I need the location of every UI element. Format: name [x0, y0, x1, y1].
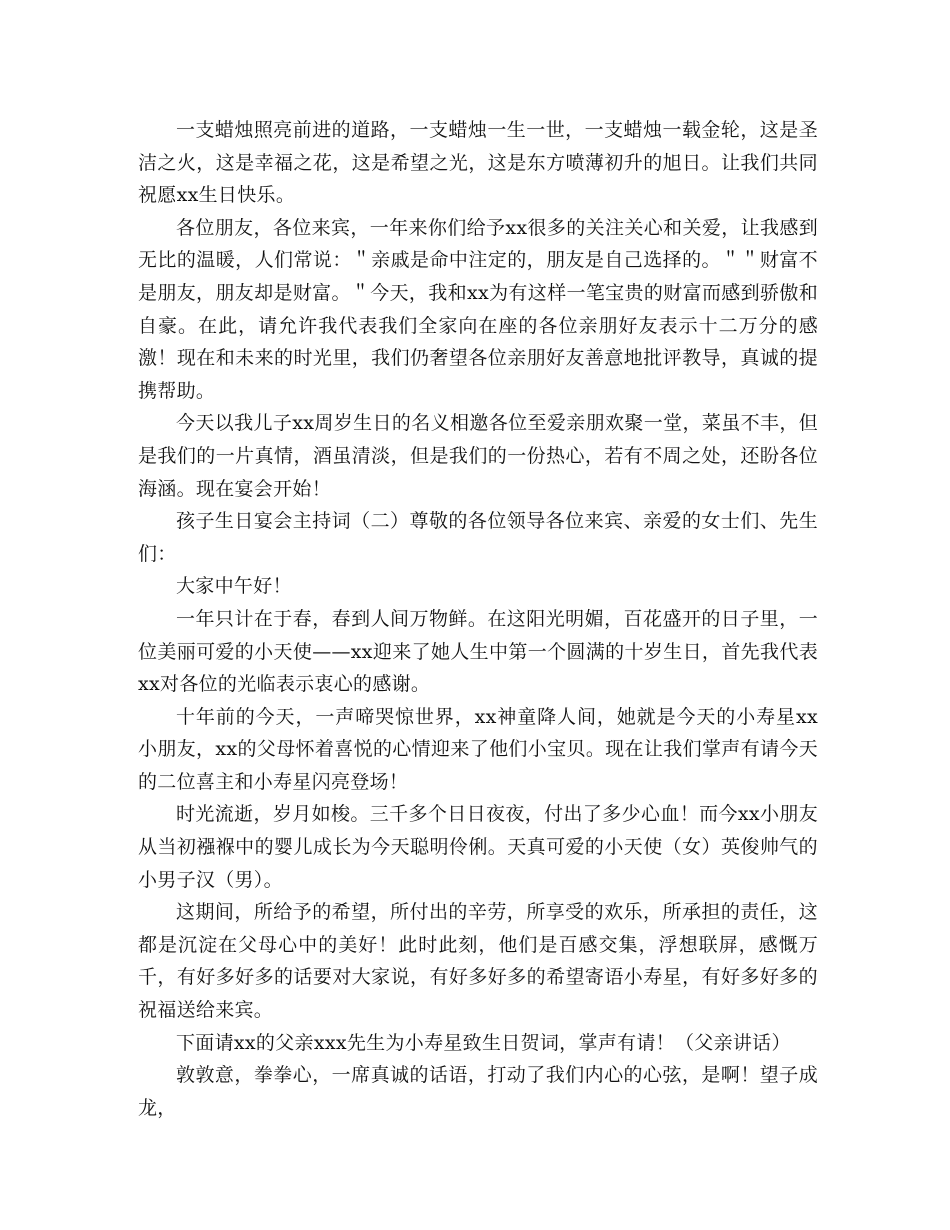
paragraph-11: 敦敦意，拳拳心，一席真诚的话语，打动了我们内心的心弦，是啊！望子成龙，: [138, 1064, 818, 1119]
paragraph-3: 今天以我儿子xx周岁生日的名义相邀各位至爱亲朋欢聚一堂，菜虽不丰，但是我们的一片真情，酒虽清淡，但是我们的一份热心，若有不周之处，还盼各位海涵。现在宴会开始！: [138, 412, 818, 500]
paragraph-4: 孩子生日宴会主持词（二）尊敬的各位领导各位来宾、亲爱的女士们、先生们：: [138, 510, 818, 565]
paragraph-8: 时光流逝，岁月如梭。三千多个日日夜夜，付出了多少心血！而今xx小朋友从当初襁褓中的婴儿成长为今天聪明伶俐。天真可爱的小天使（女）英俊帅气的小男子汉（男）。: [138, 803, 818, 891]
paragraph-9: 这期间，所给予的希望，所付出的辛劳，所享受的欢乐，所承担的责任，这都是沉淀在父母心中的美好！此时此刻，他们是百感交集，浮想联屏，感慨万千，有好多好多的话要对大家说，有好多好多的希望寄语小寿星，有好多好多的祝福送给来宾。: [138, 901, 818, 1022]
paragraph-7: 十年前的今天，一声啼哭惊世界，xx神童降人间，她就是今天的小寿星xx小朋友，xx的父母怀着喜悦的心情迎来了他们小宝贝。现在让我们掌声有请今天的二位喜主和小寿星闪亮登场！: [138, 705, 818, 793]
paragraph-6: 一年只计在于春，春到人间万物鲜。在这阳光明媚，百花盛开的日子里，一位美丽可爱的小天使——xx迎来了她人生中第一个圆满的十岁生日，首先我代表xx对各位的光临表示衷心的感谢。: [138, 607, 818, 696]
paragraph-5: 大家中午好！: [176, 575, 292, 598]
paragraph-2: 各位朋友，各位来宾，一年来你们给予xx很多的关注关心和关爱，让我感到无比的温暖，人们常说：＂亲戚是命中注定的，朋友是自己选择的。＂＂财富不是朋友，朋友却是财富。＂今天，我和xx为有这样一笔宝贵的财富而感到骄傲和自豪。在此，请允许我代表我们全家向在座的各位亲朋好友表示十二万分的感激！现在和未来的时光里，我们仍奢望各位亲朋好友善意地批评教导，真诚的提携帮助。: [138, 216, 818, 402]
document-body: [138, 114, 818, 1124]
paragraph-1: 一支蜡烛照亮前进的道路，一支蜡烛一生一世，一支蜡烛一载金轮，这是圣洁之火，这是幸福之花，这是希望之光，这是东方喷薄初升的旭日。让我们共同祝愿xx生日快乐。: [138, 119, 818, 207]
paragraph-10: 下面请xx的父亲xxx先生为小寿星致生日贺词，掌声有请！（父亲讲话）: [176, 1031, 791, 1054]
